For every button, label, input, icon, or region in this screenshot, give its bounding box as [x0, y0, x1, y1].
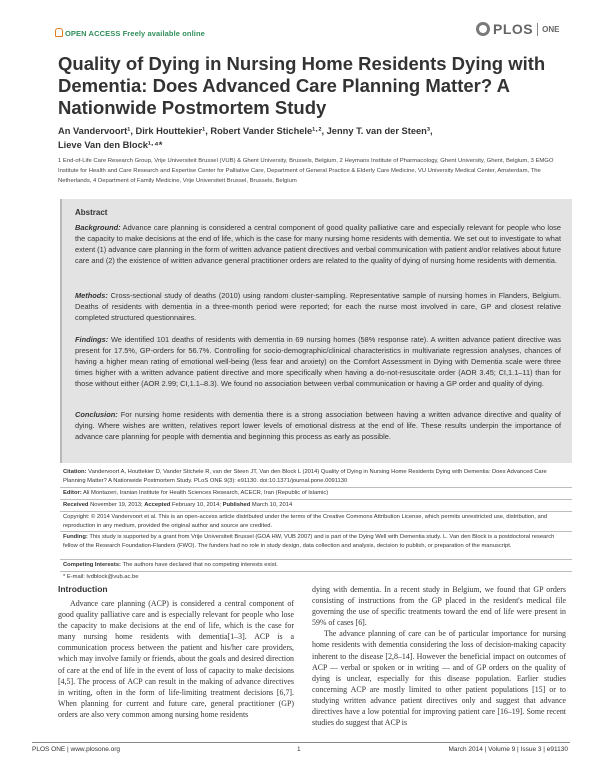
findings-label: Findings:: [75, 335, 109, 344]
received-date: November 19, 2013;: [90, 502, 143, 508]
logo-separator: [537, 23, 538, 36]
methods-text: Cross-sectional study of deaths (2010) using random cluster-sampling. Representative sample of nursing homes in Flanders, Belgium. Deaths of residents with dementia in a three-month period were reported; for each the nurse most involved in care, GP and closest relative completed structured questionnaires.: [75, 291, 561, 322]
published-date: March 10, 2014: [251, 502, 293, 508]
footer-rule: [32, 742, 570, 743]
findings-text: We identified 101 deaths of residents with dementia in 69 nursing homes (58% response rate). A written advance patient directive was present for 17.5%, GP-orders for 56.7%. Controlling for socio-demographic/clinical characteristics in multivariate regression analyses, chances of having a higher mean rating of emotional well-being (less fear and anxiety) on the Comfort Assessment in Dying with Dementia scale were three times higher with a written advance patient directive and more specifically when having a do-not-resuscitate order (AOR 3.45; CI,1.1–11) than for those without either (AOR 2.99; CI,1.1–8.3). We found no association between verbal communication or having a GP order and quality of dying.: [75, 335, 561, 388]
citation: [63, 468, 568, 486]
author-line-1: An Vandervoort¹, Dirk Houttekier¹, Robert Vander Stichele¹·², Jenny T. van der Steen³,: [58, 126, 433, 136]
intro-paragraph: dying with dementia. In a recent study in Belgium, we found that GP orders consisting of instructions from the GP placed in the resident's medical file governing the use of specific treatments toward the end of life were present in 59% of cases [6].: [312, 585, 566, 628]
funding-label: Funding:: [63, 534, 88, 540]
meta-divider: [60, 571, 572, 572]
accepted-date: February 10, 2014;: [171, 502, 221, 508]
abstract-background: [75, 223, 561, 267]
conclusion-text: For nursing home residents with dementia there is a strong association between having a written advance directive and quality of dying. Where wishes are written, relatives report lower levels of emotional distress at the end of life. These results underpin the importance of advance care planning for people with dementia and beginning this process as early as possible.: [75, 410, 561, 441]
footer-journal: PLOS ONE | www.plosone.org: [32, 746, 121, 753]
meta-divider: [60, 559, 572, 560]
page-number: 1: [297, 746, 301, 753]
meta-divider: [60, 531, 572, 532]
funding: [63, 533, 568, 551]
citation-text: Vandervoort A, Houttekier D, Vander Stichele R, van der Steen JT, Van den Block L (2014) Quality of Dying in Nursing Home Residents Dying with Dementia: Does Advanced Care Planning Matter? A Nationwide Postmortem Study. PLoS ONE 9(3): e91130. doi:10.1371/journal.pone.0091130: [63, 469, 547, 484]
author-list: [58, 124, 568, 152]
competing-text: The authors have declared that no competing interests exist.: [122, 562, 278, 568]
intro-heading: Introduction: [58, 584, 108, 594]
article-title: Quality of Dying in Nursing Home Residents Dying with Dementia: Does Advanced Care Planning Matter? A Nationwide Postmortem Study: [58, 53, 546, 118]
open-access-lock-icon: [55, 28, 63, 37]
meta-divider: [60, 487, 572, 488]
copyright: Copyright: © 2014 Vandervoort et al. This is an open-access article distributed under the terms of the Creative Commons Attribution License, which permits unrestricted use, distribution, and reproduction in any medium, provided the original author and source are credited.: [63, 514, 548, 529]
abstract-conclusion: [75, 410, 561, 443]
meta-divider: [60, 511, 572, 512]
editor-text: Ali Montazeri, Iranian Institute for Health Sciences Research, ACECR, Iran (Republic of Islamic): [82, 490, 329, 496]
affiliations: 1 End-of-Life Care Research Group, Vrije Universiteit Brussel (VUB) & Ghent University, Brussels, Belgium, 2 Heymans Institute of Pharmacology, Ghent University, Ghent, Belgium, 3 EMGO Institute for Health and Care Research and Expertise Center for Palliative Care, Department of General Practice & Elderly Care Medicine, VU University Medical Center, Amsterdam, The Netherlands, 4 Department of Family Medicine, Vrije Universiteit Brussel, Brussels, Belgium: [58, 158, 554, 184]
abstract-heading: Abstract: [75, 208, 108, 217]
accepted-label: Accepted: [144, 502, 171, 508]
published-label: Published: [222, 502, 251, 508]
open-access-label: OPEN ACCESS Freely available online: [65, 29, 205, 38]
received-label: Received: [63, 502, 89, 508]
plos-logo-sub: ONE: [542, 24, 560, 34]
plos-logo-icon: [476, 22, 490, 36]
author-line-2: Lieve Van den Block¹·⁴*: [58, 140, 163, 150]
meta-divider: [60, 499, 572, 500]
abstract-box: [60, 199, 572, 463]
conclusion-label: Conclusion:: [75, 410, 118, 419]
intro-column-1: [58, 598, 294, 720]
citation-label: Citation:: [63, 469, 87, 475]
footer-issue: March 2014 | Volume 9 | Issue 3 | e91130: [448, 746, 568, 753]
editor: [63, 489, 568, 498]
background-text: Advance care planning is considered a central component of good quality palliative care and especially relevant for people who lose the capacity to make decisions at the end of life, which is the case for many nursing home residents with dementia. We set out to investigate to what extent (1) advance care planning in the form of written advance patient directives and verbal communication with patient and/or relatives about future care and (2) the existence of written advance general practitioner orders are related to the quality of dying of nursing home residents with dementia.: [75, 223, 562, 265]
background-label: Background:: [75, 223, 121, 232]
funding-text: This study is supported by a grant from Vrije Universiteit Brussel (GOA HW, VUB 2007) and is part of the Dying Well with Dementia study. L. Van den Block is a postdoctoral research fellow of the Research Foundation-Flanders (FWO). The funders had no role in study design, data collection and analysis, decision to publish, or preparation of the manuscript.: [63, 534, 555, 549]
competing-label: Competing Interests:: [63, 562, 121, 568]
corresponding-email: * E-mail: lvdblock@vub.ac.be: [63, 574, 139, 580]
open-access-banner: [55, 28, 205, 38]
plos-logo-word: PLOS: [493, 21, 534, 37]
abstract-findings: [75, 335, 561, 390]
plos-one-logo: [476, 21, 559, 37]
editor-label: Editor:: [63, 490, 82, 496]
methods-label: Methods:: [75, 291, 108, 300]
intro-column-2: [312, 584, 566, 728]
intro-paragraph: The advance planning of care can be of particular importance for nursing home residents with dementia considering the loss of decision-making capacity inherent to the disease [2,8–14]. However the beneficial impact on outcomes of ACP — verbal or spoken or in writing — and of GP orders on the quality of dying is unclear, especially for this disease population. Earlier studies concerning ACP are mostly limited to other patient populations [15] or to studying written advance patient directives only and suggest that advance directives have a low potential for improving patient care [16–19]. Some recent studies do suggest that ACP is: [312, 629, 566, 728]
intro-paragraph: Advance care planning (ACP) is considered a central component of good quality palliative care and is especially relevant for people who lose the capacity to make decisions at the end of life, which is the case for many nursing home residents with dementia[1–3]. ACP is a communication process between the patient and his/her care providers, which may involve family or friends, about the goals and desired direction of care at the end of life in the event of loss of capacity to make decisions [4,5]. The process of ACP can result in the making of advance directives in writing, often in the form of life-limiting treatment decisions [6,7]. When planning for current and future care, general practitioner (GP) orders are also very common among nursing home residents: [58, 599, 294, 719]
abstract-methods: [75, 291, 561, 324]
competing-interests: [63, 561, 568, 570]
dates: [63, 501, 568, 510]
